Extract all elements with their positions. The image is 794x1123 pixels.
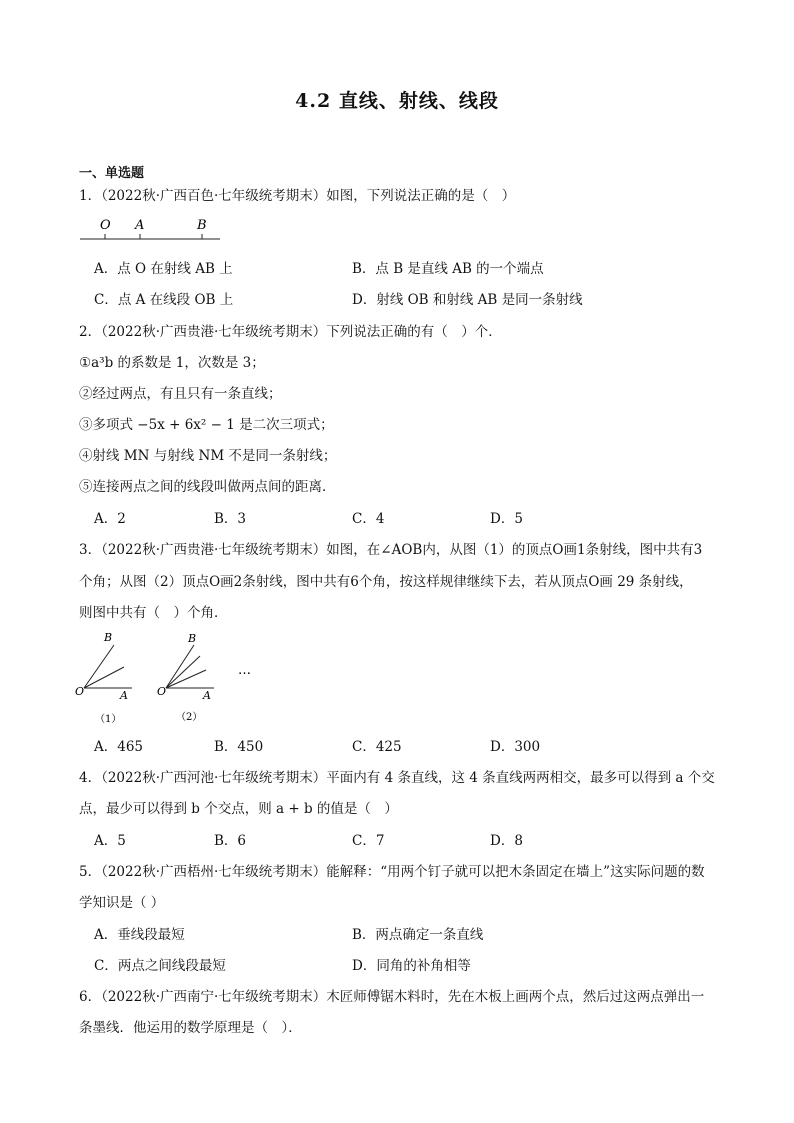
q4-option-d: D．8	[490, 833, 523, 849]
q3-fig1-caption: （1）	[95, 714, 122, 725]
q3-line-1: 3．（2022秋·广西贵港·七年级统考期末）如图，在∠AOB内，从图（1）的顶点O画1条射线，图中共有3	[79, 542, 703, 558]
q2-item-5: ⑤连接两点之间的线段叫做两点间的距离．	[79, 479, 336, 495]
q3-fig1-label-o: O	[75, 685, 85, 698]
q1-option-b: B．点 B 是直线 AB 的一个端点	[352, 261, 544, 277]
q2-option-b: B．3	[214, 511, 247, 527]
q5-option-c: C．两点之间线段最短	[94, 958, 226, 974]
q5-line-1: 5．（2022秋·广西梧州·七年级统考期末）能解释：“用两个钉子就可以把木条固定在墙上”这实际问题的数	[79, 864, 705, 880]
q1-option-c: C．点 A 在线段 OB 上	[94, 292, 234, 308]
q3-figure-2	[157, 632, 214, 723]
q2-item-1: ①a³b 的系数是 1，次数是 3；	[79, 355, 265, 371]
q3-option-d: D．300	[490, 739, 541, 755]
q3-fig2-label-b: B	[188, 632, 197, 645]
q3-line-3: 则图中共有（ ）个角．	[79, 605, 228, 621]
q4-option-b: B．6	[214, 833, 247, 849]
q2-option-a: A．2	[94, 511, 126, 527]
q3-option-a: A．465	[94, 739, 144, 755]
q6-line-1: 6．（2022秋·广西南宁·七年级统考期末）木匠师傅锯木料时，先在木板上画两个点，然后过这两点弹出一	[79, 989, 705, 1005]
q5-option-d: D．同角的补角相等	[352, 958, 471, 974]
q1-label-o: O	[100, 218, 111, 233]
q1-figure	[80, 214, 230, 246]
q3-fig2-label-a: A	[203, 689, 211, 702]
q4-line-1: 4．（2022秋·广西河池·七年级统考期末）平面内有 4 条直线，这 4 条直线两两相交，最多可以得到 a 个交	[79, 770, 715, 786]
q4-line-2: 点，最少可以得到 b 个交点，则 a + b 的值是（ ）	[79, 801, 398, 817]
q3-fig2-label-o: O	[157, 685, 167, 698]
q1-stem: 1．（2022秋·广西百色·七年级统考期末）如图，下列说法正确的是（ ）	[79, 188, 516, 204]
q2-item-3: ③多项式 −5x + 6x² − 1 是二次三项式；	[79, 417, 334, 433]
q3-ellipsis: …	[238, 663, 251, 678]
q2-stem: 2．（2022秋·广西贵港·七年级统考期末）下列说法正确的有（ ）个．	[79, 324, 502, 340]
q4-option-c: C．7	[352, 833, 385, 849]
q3-figures	[72, 628, 272, 728]
q3-figure-1	[75, 631, 132, 725]
q1-option-d: D．射线 OB 和射线 AB 是同一条射线	[352, 292, 583, 308]
section-heading: 一、单选题	[79, 166, 145, 181]
q2-item-2: ②经过两点，有且只有一条直线；	[79, 386, 282, 402]
q1-label-a: A	[135, 218, 145, 233]
q3-fig2-caption: （2）	[176, 712, 203, 723]
q3-line-2: 个角；从图（2）顶点O画2条射线，图中共有6个角，按这样规律继续下去，若从顶点O画 29 条射线，	[79, 574, 693, 590]
q1-option-a: A．点 O 在射线 AB 上	[94, 261, 233, 277]
q5-option-b: B．两点确定一条直线	[352, 927, 484, 943]
q2-option-d: D．5	[490, 511, 523, 527]
q3-fig1-label-b: B	[104, 631, 113, 644]
q1-label-b: B	[197, 218, 207, 233]
q2-option-c: C．4	[352, 511, 385, 527]
q3-option-c: C．425	[352, 739, 402, 755]
q6-line-2: 条墨线．他运用的数学原理是（ ）．	[79, 1020, 302, 1036]
q5-option-a: A．垂线段最短	[94, 927, 185, 943]
q3-option-b: B．450	[214, 739, 264, 755]
q2-item-4: ④射线 MN 与射线 NM 不是同一条射线；	[79, 448, 337, 464]
q4-option-a: A．5	[94, 833, 126, 849]
q3-fig1-label-a: A	[120, 689, 128, 702]
page-title: 4.2 直线、射线、线段	[295, 90, 499, 112]
q5-line-2: 学知识是（ ）	[79, 895, 165, 911]
